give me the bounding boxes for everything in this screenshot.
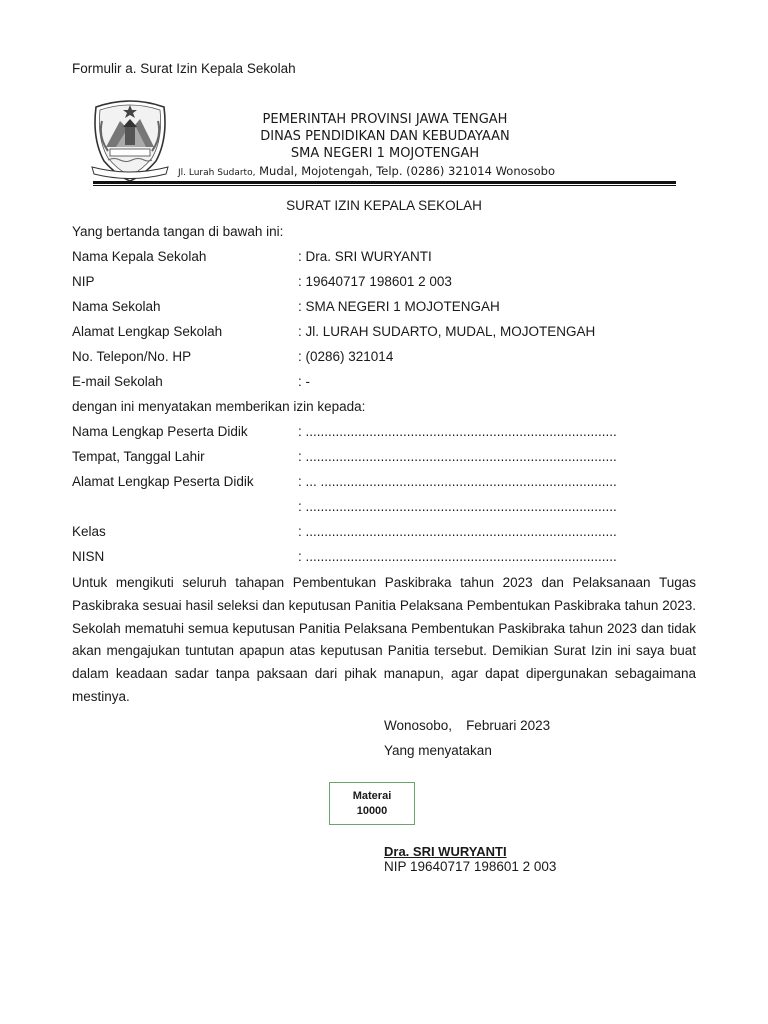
student-field-label: Kelas xyxy=(72,524,106,539)
student-field-blank: : ................................................................................... xyxy=(298,449,617,464)
field-value: : Jl. LURAH SUDARTO, MUDAL, MOJOTENGAH xyxy=(298,324,596,339)
address-street: Jl. Lurah Sudarto, xyxy=(178,168,256,178)
student-field-blank: : ................................................................................... xyxy=(298,424,617,439)
signer-name: Dra. SRI WURYANTI xyxy=(384,844,507,859)
student-field-blank: : ................................................................................... xyxy=(298,549,617,564)
letterhead-department: DINAS PENDIDIKAN DAN KEBUDAYAAN xyxy=(260,129,510,144)
letterhead-address xyxy=(178,164,555,178)
field-label: NIP xyxy=(72,274,95,289)
letterhead-school: SMA NEGERI 1 MOJOTENGAH xyxy=(290,146,480,161)
signature-date: Februari 2023 xyxy=(466,718,551,733)
duty-stamp-box xyxy=(329,782,415,825)
field-label: Alamat Lengkap Sekolah xyxy=(72,324,223,339)
letterhead-divider xyxy=(93,181,676,184)
student-field-blank: : ................................................................................... xyxy=(298,524,617,539)
letterhead-divider-thin xyxy=(93,185,676,186)
field-value: : Dra. SRI WURYANTI xyxy=(298,249,432,264)
field-label: No. Telepon/No. HP xyxy=(72,349,192,364)
province-logo-icon xyxy=(90,97,170,183)
field-label: E-mail Sekolah xyxy=(72,374,163,389)
intro-text: Yang bertanda tangan di bawah ini: xyxy=(72,224,284,239)
form-title: Formulir a. Surat Izin Kepala Sekolah xyxy=(72,61,296,76)
signature-place: Wonosobo, xyxy=(384,718,453,733)
body-paragraph: Untuk mengikuti seluruh tahapan Pembentukan Paskibraka tahun 2023 dan Pelaksanaan Tugas Paskibraka sesuai hasil seleksi dan keputusan Panitia Pelaksana Pembentukan Paskibraka tahun 2023. Sekolah mematuhi semua keputusan Panitia Pelaksana Pembentukan Paskibraka tahun 2023 dan tidak akan mengajukan tuntutan apapun atas keputusan Panitia tersebut. Demikian Surat Izin ini saya buat dalam keadaan sadar tanpa paksaan dari pihak manapun, agar dapat dipergunakan sebagaimana mestinya. xyxy=(72,575,696,704)
field-value: : (0286) 321014 xyxy=(298,349,394,364)
field-label: Nama Kepala Sekolah xyxy=(72,249,207,264)
signer-nip: NIP 19640717 198601 2 003 xyxy=(384,859,557,874)
field-value: : SMA NEGERI 1 MOJOTENGAH xyxy=(298,299,500,314)
field-label: Nama Sekolah xyxy=(72,299,161,314)
place-date xyxy=(384,718,550,733)
student-field-label: Nama Lengkap Peserta Didik xyxy=(72,424,248,439)
statement-text: dengan ini menyatakan memberikan izin kepada: xyxy=(72,399,366,414)
student-field-label: NISN xyxy=(72,549,105,564)
stamp-label: Materai xyxy=(352,789,392,802)
student-field-blank: : ................................................................................... xyxy=(298,499,617,514)
field-value: : - xyxy=(298,374,310,389)
student-field-label: Alamat Lengkap Peserta Didik xyxy=(72,474,254,489)
letterhead-government: PEMERINTAH PROVINSI JAWA TENGAH xyxy=(262,112,508,127)
student-field-blank: : ... ............................................................................... xyxy=(298,474,617,489)
stamp-value: 10000 xyxy=(356,804,388,817)
student-field-label: Tempat, Tanggal Lahir xyxy=(72,449,205,464)
field-value: : 19640717 198601 2 003 xyxy=(298,274,452,289)
document-title: SURAT IZIN KEPALA SEKOLAH xyxy=(286,198,482,213)
signature-role: Yang menyatakan xyxy=(384,743,492,758)
address-rest: Mudal, Mojotengah, Telp. (0286) 321014 Wonosobo xyxy=(255,164,556,178)
